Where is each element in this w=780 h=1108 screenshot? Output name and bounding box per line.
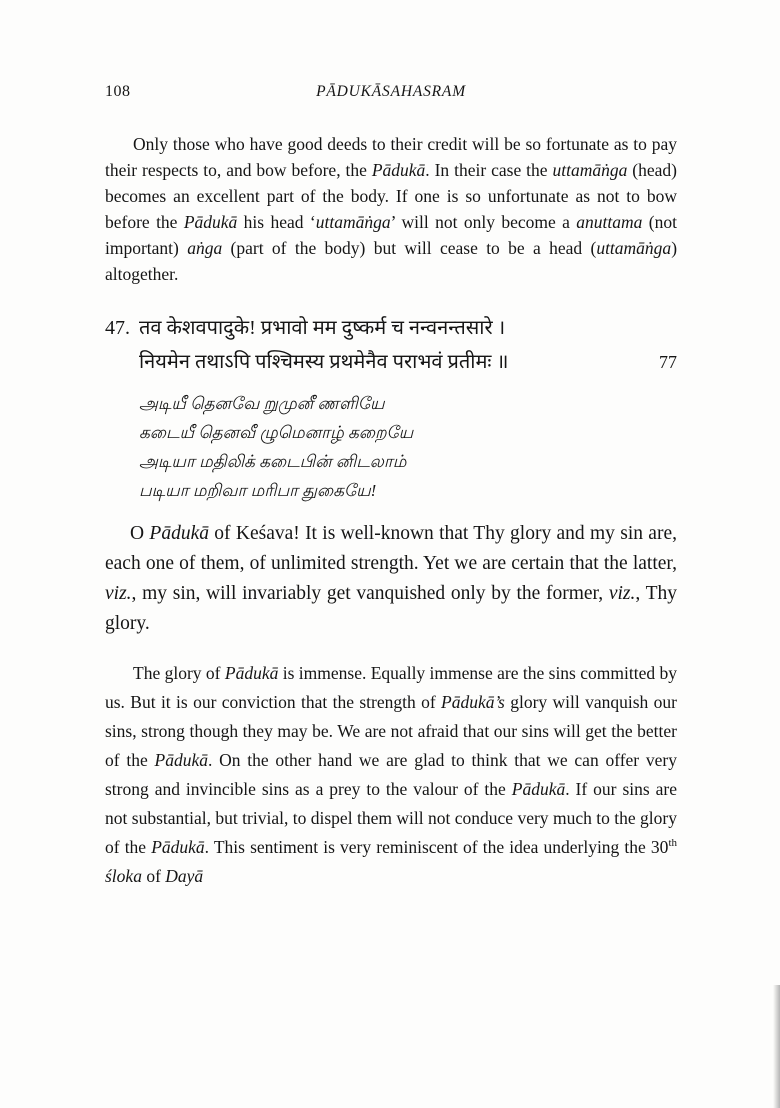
verse-index: 77 <box>659 352 677 372</box>
page-header <box>105 82 677 102</box>
page-number: 108 <box>105 83 131 100</box>
tamil-line: படியா மறிவா மரிபா துகையே! <box>139 481 377 500</box>
scan-edge-artifact <box>773 985 780 1108</box>
translation-paragraph: O Pādukā of Keśava! It is well-known that Thy glory and my sin are, each one of them, of unlimited strength. Yet we are certain that the latter, viz., my sin, will invariably get vanquished only by the former, viz., Thy glory. <box>105 523 677 634</box>
tamil-line: அடியா மதிலிக் கடைபின் னிடலாம் <box>139 452 407 471</box>
sanskrit-text-1: तव केशवपादुके! प्रभावो मम दुष्कर्म च नन्वनन्तसारे । <box>139 317 506 339</box>
running-title: PĀDUKĀSAHASRAM <box>316 83 466 100</box>
tamil-line: அடியீ தெனவே றுமுனீ ணளியே <box>139 394 385 413</box>
commentary-paragraph: The glory of Pādukā is immense. Equally immense are the sins committed by us. But it is our conviction that the strength of Pādukā’s glory will vanquish our sins, strong though they may be. We are not afraid that our sins will get the better of the Pādukā. On the other hand we are glad to think that we can offer very strong and invincible sins as a prey to the valour of the Pādukā. If our sins are not substantial, but trivial, to dispel them will not conduce very much to the glory of the Pādukā. This sentiment is very reminiscent of the idea underlying the 30th śloka of Dayā <box>105 662 677 886</box>
sanskrit-line-2 <box>105 345 677 379</box>
sanskrit-line-1 <box>105 311 677 345</box>
intro-paragraph: Only those who have good deeds to their credit will be so fortunate as to pay their respects to, and bow before, the Pādukā. In their case the uttamāṅga (head) becomes an excellent part of the body. If one is so unfortunate as not to bow before the Pādukā his head ‘uttamāṅga’ will not only become a anuttama (not important) aṅga (part of the body) but will cease to be a head (uttamāṅga) altogether. <box>105 134 678 284</box>
sanskrit-verse-block <box>105 311 677 379</box>
sanskrit-text-2: नियमेन तथाऽपि पश्चिमस्य प्रथमेनैव पराभवं प्रतीमः ॥ <box>139 351 509 373</box>
tamil-line: கடையீ தெனவீ ழுமெனாழ் கறையே <box>139 423 414 442</box>
tamil-verse-block <box>105 389 677 505</box>
verse-marker: 47. <box>105 317 130 339</box>
